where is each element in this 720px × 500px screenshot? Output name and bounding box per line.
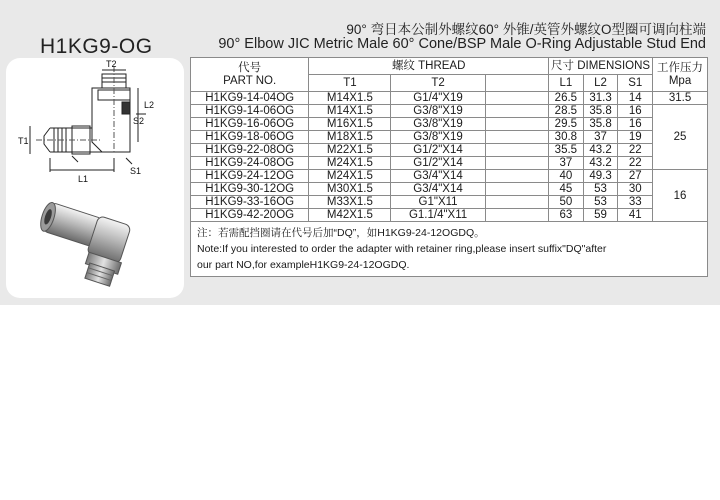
cell-s1: 41 [618,209,653,222]
note-english-line-1: Note:If you interested to order the adapter with retainer ring,please insert suffix"DQ"after [197,243,607,255]
cell-t2: G3/4"X14 [391,183,485,196]
table-row [191,92,708,105]
col-part-no-en: PART NO. [223,74,277,87]
col-t1: T1 [309,75,391,92]
cell-l1: 28.5 [549,105,584,118]
cell-part: H1KG9-18-06OG [191,131,309,144]
cell-part: H1KG9-24-08OG [191,157,309,170]
cell-spacer [485,144,548,157]
note-english-line-2: our part NO,for exampleH1KG9-24-12OGDQ. [197,259,410,271]
cell-t1: M16X1.5 [309,118,391,131]
dim-label-s1: S1 [130,166,142,176]
cell-spacer [485,209,548,222]
cell-t1: M33X1.5 [309,196,391,209]
cell-t1: M24X1.5 [309,170,391,183]
dim-label-l2: L2 [144,100,155,110]
cell-l1: 29.5 [549,118,584,131]
title-english: 90° Elbow JIC Metric Male 60° Cone/BSP Male O-Ring Adjustable Stud End [218,36,706,52]
cell-l2: 43.2 [583,144,618,157]
col-thread: 螺纹 THREAD [309,58,549,75]
cell-l1: 26.5 [549,92,584,105]
cell-spacer [485,196,548,209]
cell-l2: 35.8 [583,118,618,131]
spec-table [190,57,708,277]
cell-l2: 49.3 [583,170,618,183]
cell-t2: G1/4"X19 [391,92,485,105]
cell-s1: 16 [618,118,653,131]
cell-spacer [485,157,548,170]
cell-part: H1KG9-14-06OG [191,105,309,118]
cell-t2: G1/2"X14 [391,144,485,157]
table-row [191,170,708,183]
cell-l1: 63 [549,209,584,222]
cell-spacer [485,118,548,131]
cell-s1: 16 [618,105,653,118]
cell-t2: G1.1/4"X11 [391,209,485,222]
cell-s1: 30 [618,183,653,196]
cell-t1: M14X1.5 [309,92,391,105]
note-row [191,222,708,277]
table-row [191,144,708,157]
dim-label-l1: L1 [78,174,89,184]
cell-l1: 37 [549,157,584,170]
table-row [191,157,708,170]
col-part-no-cn: 代号 [238,61,262,74]
col-s1: S1 [618,75,653,92]
cell-l2: 59 [583,209,618,222]
cell-l2: 53 [583,196,618,209]
cell-part: H1KG9-30-12OG [191,183,309,196]
cell-pressure: 16 [653,170,708,222]
table-row [191,131,708,144]
col-pressure [653,58,708,92]
cell-l1: 30.8 [549,131,584,144]
cell-t2: G3/8"X19 [391,105,485,118]
cell-l2: 37 [583,131,618,144]
cell-part: H1KG9-33-16OG [191,196,309,209]
cell-s1: 14 [618,92,653,105]
fitting-photo [6,194,184,294]
col-t2: T2 [391,75,485,92]
col-pressure-unit: Mpa [668,74,692,87]
cell-s1: 22 [618,157,653,170]
col-l1: L1 [549,75,584,92]
dim-label-t2: T2 [106,59,117,69]
cell-s1: 33 [618,196,653,209]
note-chinese: 注：若需配挡圈请在代号后加“DQ”，如H1KG9-24-12OGDQ。 [197,227,485,239]
table-row [191,196,708,209]
product-code: H1KG9-OG [40,35,153,58]
cell-l2: 53 [583,183,618,196]
dim-label-s2: S2 [133,116,145,126]
cell-l2: 35.8 [583,105,618,118]
cell-t1: M14X1.5 [309,105,391,118]
cell-l2: 31.3 [583,92,618,105]
col-part-no [191,58,309,92]
cell-l1: 50 [549,196,584,209]
product-image-panel [6,58,184,298]
cell-t2: G3/8"X19 [391,131,485,144]
cell-part: H1KG9-14-04OG [191,92,309,105]
table-row [191,105,708,118]
cell-t2: G3/4"X14 [391,170,485,183]
cell-spacer [485,131,548,144]
cell-part: H1KG9-24-12OG [191,170,309,183]
cell-l1: 40 [549,170,584,183]
cell-part: H1KG9-42-20OG [191,209,309,222]
table-row [191,183,708,196]
cell-t1: M22X1.5 [309,144,391,157]
col-dimensions: 尺寸 DIMENSIONS [549,58,653,75]
dim-label-t1: T1 [18,136,29,146]
title-chinese: 90° 弯日本公制外螺纹60° 外锥/英管外螺纹O型圈可调向柱端 [346,22,706,37]
cell-t1: M30X1.5 [309,183,391,196]
cell-t2: G1"X11 [391,196,485,209]
cell-pressure: 31.5 [653,92,708,105]
o-ring [122,102,130,114]
col-pressure-cn: 工作压力 [657,61,704,74]
cell-s1: 27 [618,170,653,183]
table-row [191,118,708,131]
cell-s1: 19 [618,131,653,144]
table-row [191,209,708,222]
cell-t1: M24X1.5 [309,157,391,170]
cell-l2: 43.2 [583,157,618,170]
cell-t2: G3/8"X19 [391,118,485,131]
cell-l1: 45 [549,183,584,196]
cell-spacer [485,92,548,105]
col-l2: L2 [583,75,618,92]
cell-pressure: 25 [653,105,708,170]
cell-s1: 22 [618,144,653,157]
cell-l1: 35.5 [549,144,584,157]
cell-t2: G1/2"X14 [391,157,485,170]
cell-t1: M18X1.5 [309,131,391,144]
cell-spacer [485,170,548,183]
fitting-drawing [6,58,184,188]
cell-spacer [485,183,548,196]
note-cell [191,222,708,277]
cell-part: H1KG9-16-06OG [191,118,309,131]
cell-spacer [485,105,548,118]
col-spacer [485,75,548,92]
cell-t1: M42X1.5 [309,209,391,222]
cell-part: H1KG9-22-08OG [191,144,309,157]
